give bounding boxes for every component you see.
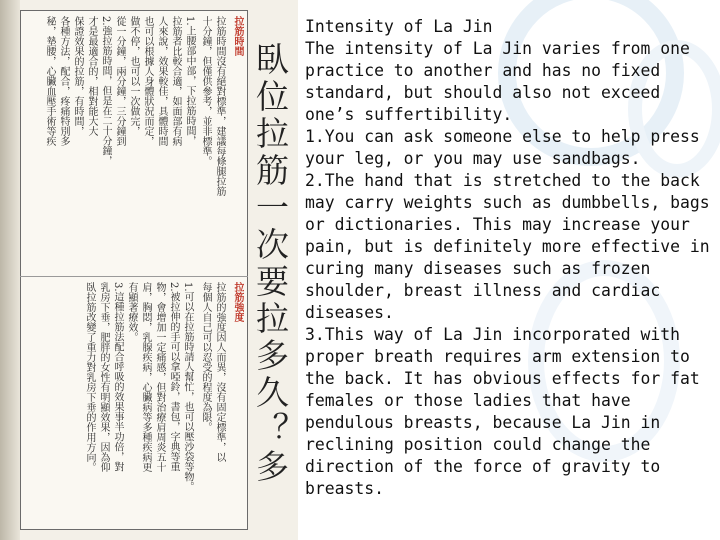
book-column: 1.上腰部中部，下拉筋時間， (184, 16, 195, 146)
book-column: 乳房下垂，肥胖的女性有明顯效果，因為仰 (98, 282, 109, 472)
book-column: 有顯著療效。 (126, 282, 137, 342)
section1-line-2: 十分鐘，但僅供參考，並非標準。 (200, 16, 211, 166)
article-text (305, 16, 717, 500)
book-column: 做不停，也可以一次做完， (128, 16, 139, 136)
book-column: 才是最適合的，相對能大大 (86, 16, 97, 136)
article-paragraph: The intensity of La Jin varies from one practice to another and has no fixed standard, but should also not exceed one’s suffertibility. (305, 39, 690, 124)
article-paragraph: 2.The hand that is stretched to the back may carry weights such as dumbbells, bags or dictionaries. This may increase your pain, but is definitely more effective in curing many diseases such as frozen shoulder, breast illness and cardiac diseases. (305, 171, 710, 322)
section1-line-1: 拉筋時間沒有絕對標準，建議每條腿拉筋 (214, 16, 225, 196)
section2-line-1: 拉筋的強度因人而異，沒有固定標準，以 (214, 282, 225, 462)
book-column: 從一分鐘，兩分鐘，三分鐘到 (114, 16, 125, 146)
book-column: 臥拉筋改變了重力對乳房下垂的作用方向。 (84, 282, 95, 472)
book-column: 物，會增加一定痛感，但對治療肩周炎五十 (154, 282, 165, 472)
article-paragraph: 3.This way of La Jin incorporated with proper breath requires arm extension to the back. It has obvious effects for fat females or those ladies that have pendulous breasts, because La Jin in reclining position could change the direction of the force of gravity to breasts. (305, 325, 700, 498)
book-column: 人來說，效果較佳，具體時間 (156, 16, 167, 146)
article-paragraph: 1.You can ask someone else to help press your leg, or you may use sandbags. (305, 127, 700, 168)
section1-label: 拉筋時間 (232, 16, 243, 56)
scanned-book-page (0, 0, 298, 540)
book-column: 肩，胸悶，乳腺疾病，心臟病等多種疾病更 (140, 282, 151, 472)
book-column: 3.這種拉筋法配合呼吸的效果事半功倍，對 (112, 282, 123, 472)
book-column: 保證效果的拉筋，有時間， (72, 16, 83, 136)
section2-line-2: 每個人自己可以忍受的程度為限。 (200, 282, 211, 432)
book-column: 2.被拉伸的手可以拿啞鈴，書包，字典等重 (168, 282, 179, 472)
book-column: 也可以根據人身體狀況而定， (142, 16, 153, 146)
section2-label: 拉筋強度 (232, 282, 243, 322)
book-spine-edge (0, 0, 20, 540)
book-column: 2.強拉筋時間，但是在二十分鐘， (100, 16, 111, 166)
book-column: 各種方法，配合，疼痛特別多 (58, 16, 69, 146)
book-column: 拉筋者比較合適，如面部有病 (170, 16, 181, 146)
translation-panel (298, 0, 720, 540)
book-divider (20, 276, 248, 277)
book-column: 1.可以在拉筋時請人幫忙，也可以壓沙袋等物。 (182, 282, 193, 492)
article-heading: Intensity of La Jin (305, 17, 493, 36)
book-title: 臥位拉筋一次要拉多久？多 (251, 42, 290, 486)
book-column: 秘，墊腰，心臟血壓手術等疾 (44, 16, 55, 146)
